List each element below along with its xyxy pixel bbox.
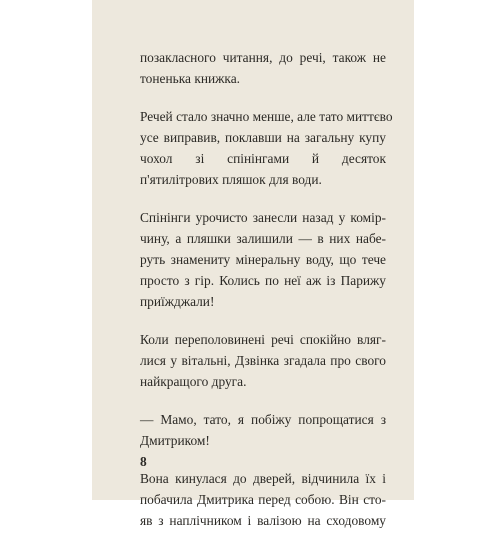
body-text xyxy=(140,47,393,548)
text-line: просто з гір. Колись по неї аж із Парижу xyxy=(140,273,386,288)
text-line: найкращого друга. xyxy=(140,374,247,389)
text-line: Спінінги урочисто занесли назад у комір- xyxy=(140,210,386,225)
text-line: усе виправив, поклавши на загальну купу xyxy=(140,130,386,145)
text-line: Коли переполовинені речі спокійно вляг- xyxy=(140,332,386,347)
paragraph-1 xyxy=(140,47,386,89)
text-line: Речей стало значно менше, але тато миттєво xyxy=(140,109,393,124)
text-line: Вона кинулася до дверей, відчинила їх і xyxy=(140,471,386,486)
text-line: чину, а пляшки залишили — в них набе- xyxy=(140,231,386,246)
paragraph-5 xyxy=(140,409,386,451)
text-line: приїжджали! xyxy=(140,294,215,309)
text-line: позакласного читання, до речі, також не xyxy=(140,50,386,65)
text-line: яв з наплічником і валізою на сходовому xyxy=(140,513,386,528)
text-line: руть знамениту мінеральну воду, що тече xyxy=(140,252,386,267)
text-line: побачила Дмитрика перед собою. Він сто- xyxy=(140,492,386,507)
text-line: Дмитриком! xyxy=(140,433,210,448)
paragraph-3 xyxy=(140,207,386,312)
text-line: тоненька книжка. xyxy=(140,71,241,86)
text-line: — Мамо, тато, я побіжу попрощатися з xyxy=(140,412,386,427)
text-line: п'ятилітрових пляшок для води. xyxy=(140,172,322,187)
paragraph-6 xyxy=(140,468,386,531)
paragraph-4 xyxy=(140,329,386,392)
paragraph-2 xyxy=(140,106,393,190)
page-number: 8 xyxy=(140,454,147,469)
book-page xyxy=(92,0,414,528)
text-line: чохол зі спінінгами й десяток xyxy=(140,151,386,166)
text-line: лися у вітальні, Дзвінка згадала про свого xyxy=(140,353,386,368)
